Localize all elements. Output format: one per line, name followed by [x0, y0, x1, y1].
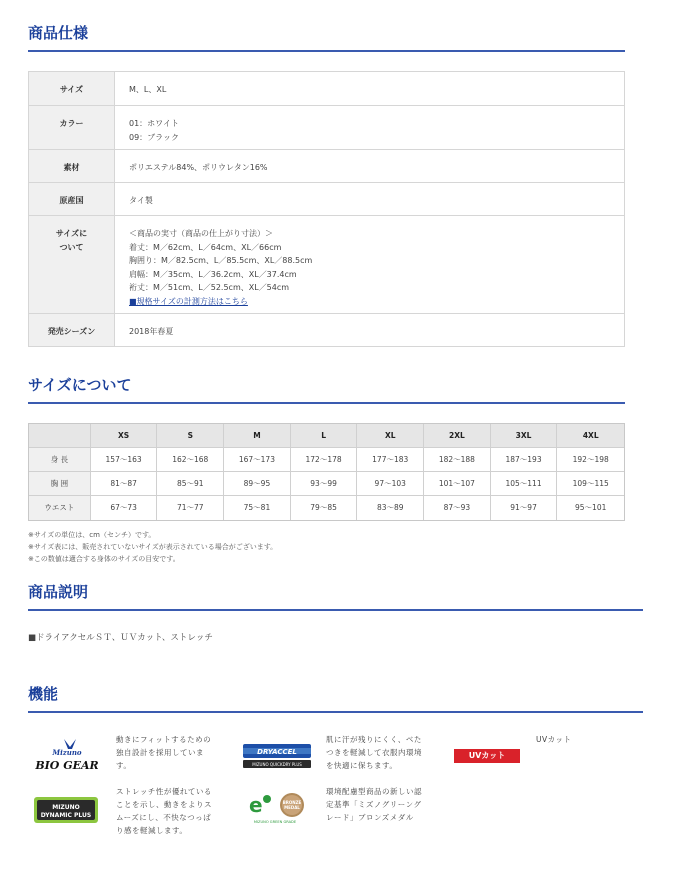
size-title-rule: [28, 402, 625, 404]
uvcut-badge: UVカット: [454, 749, 520, 763]
size-cell: 109〜115: [557, 472, 624, 496]
func-title-rule: [28, 711, 643, 713]
spec-key: 発売シーズン: [29, 314, 115, 346]
size-row-label: 身 長: [29, 448, 91, 472]
size-notes: ※サイズの単位は、cm（センチ）です。 ※サイズ表には、販売されていないサイズが表示されている場合がございます。 ※この数値は適合する身体のサイズの目安です。: [28, 531, 278, 563]
desc-title: 商品説明: [28, 583, 89, 601]
size-header: L: [291, 424, 358, 448]
desc-title-rule: [28, 609, 643, 611]
size-cell: 93〜99: [291, 472, 358, 496]
spec-key: サイズ: [29, 72, 115, 105]
dryaccel-logo: [243, 744, 311, 770]
size-title: サイズについて: [28, 376, 132, 394]
size-cell: 97〜103: [357, 472, 424, 496]
size-cell: 95〜101: [575, 503, 607, 512]
size-row: [29, 496, 624, 520]
spec-title: 商品仕様: [28, 24, 89, 42]
size-measure-link[interactable]: ■規格サイズの計測方法はこちら: [129, 296, 248, 306]
size-cell: 172〜178: [291, 448, 358, 472]
size-cell: 192〜198: [557, 448, 624, 472]
svg-text:BRONZE: BRONZE: [282, 800, 302, 805]
size-row: [29, 448, 624, 472]
spec-table: [28, 71, 625, 347]
spec-value: タイ製: [129, 196, 153, 205]
spec-key: カラー: [29, 106, 115, 149]
spec-row: [29, 314, 624, 346]
spec-row: [29, 106, 624, 150]
svg-text:MIZUNO GREEN GRADE: MIZUNO GREEN GRADE: [253, 820, 297, 824]
dynamic-plus-logo: [34, 797, 98, 823]
spec-title-rule: [28, 50, 625, 52]
green-grade-description: 環境配慮型商品の新しい認 定基準「ミズノグリーング レード」ブロンズメダル: [326, 787, 422, 822]
dynamic-plus-description: ストレッチ性が優れている ことを示し、動きをよりス ムーズにし、不快なつっぱ り感を軽減します。: [116, 787, 212, 835]
spec-value: 2018年春夏: [129, 327, 174, 336]
svg-text:MIZUNO QUICKDRY PLUS: MIZUNO QUICKDRY PLUS: [252, 762, 302, 767]
size-cell: 67〜73: [91, 496, 158, 520]
spec-key: 素材: [29, 150, 115, 182]
spec-row: [29, 72, 624, 106]
uvcut-description: UVカット: [536, 735, 572, 744]
svg-text:BIO GEAR: BIO GEAR: [35, 759, 99, 772]
size-cell: 162〜168: [157, 448, 224, 472]
size-cell: 87〜93: [424, 496, 491, 520]
green-grade-logo: [245, 790, 307, 826]
spec-value: M、L、XL: [129, 85, 167, 94]
size-header: XL: [357, 424, 424, 448]
size-header: 4XL: [557, 424, 624, 448]
size-row: [29, 472, 624, 496]
spec-value: 01：ホワイト 09：ブラック: [129, 119, 180, 142]
size-cell: 182〜188: [424, 448, 491, 472]
size-header: S: [157, 424, 224, 448]
size-row-label: ウエスト: [29, 496, 91, 520]
size-header-corner: [29, 424, 91, 448]
size-table: [28, 423, 625, 521]
biogear-logo: [28, 735, 106, 775]
spec-key: サイズに ついて: [29, 216, 115, 313]
spec-value: ＜商品の実寸（商品の仕上がり寸法）＞ 着丈：M／62cm、L／64cm、XL／66cm 胸囲り：M／82.5cm、L／85.5cm、XL／88.5cm 肩幅：M／35cm、L／36.2cm、XL／37.4cm 裄丈：M／51cm、L／52.5cm、XL／54cm ■規格サイズの計測方法はこちら: [129, 229, 313, 306]
size-cell: 83〜89: [357, 496, 424, 520]
size-header: 2XL: [424, 424, 491, 448]
size-header: XS: [91, 424, 158, 448]
size-header-row: [29, 424, 624, 448]
size-cell: 85〜91: [157, 472, 224, 496]
svg-text:MIZUNO: MIZUNO: [52, 804, 80, 811]
size-header: M: [224, 424, 291, 448]
svg-text:DRYACCEL: DRYACCEL: [257, 748, 297, 756]
size-cell: 71〜77: [157, 496, 224, 520]
size-cell: 89〜95: [224, 472, 291, 496]
size-header: 3XL: [491, 424, 558, 448]
size-cell: 79〜85: [291, 496, 358, 520]
product-description: ■ドライアクセルＳＴ、ＵＶカット、ストレッチ: [28, 633, 213, 643]
spec-row: [29, 183, 624, 216]
size-cell: 177〜183: [357, 448, 424, 472]
func-title: 機能: [28, 685, 59, 703]
dryaccel-description: 肌に汗が残りにくく、べた つきを軽減して衣服内環境 を快適に保ちます。: [326, 735, 422, 770]
size-cell: 75〜81: [224, 496, 291, 520]
svg-text:Mizuno: Mizuno: [52, 748, 82, 757]
size-cell: 91〜97: [491, 496, 558, 520]
size-cell: 157〜163: [91, 448, 158, 472]
svg-text:DYNAMIC PLUS: DYNAMIC PLUS: [40, 812, 92, 819]
spec-row: [29, 216, 624, 314]
svg-text:MEDAL: MEDAL: [284, 805, 300, 810]
size-cell: 101〜107: [424, 472, 491, 496]
size-row-label: 胸 囲: [29, 472, 91, 496]
spec-value: ポリエステル84%、ポリウレタン16%: [129, 163, 268, 172]
biogear-description: 動きにフィットするための 独自設計を採用していま す。: [116, 735, 212, 770]
size-cell: 105〜111: [491, 472, 558, 496]
size-cell: 187〜193: [491, 448, 558, 472]
size-cell: 167〜173: [224, 448, 291, 472]
spec-key: 原産国: [29, 183, 115, 215]
size-cell: 81〜87: [91, 472, 158, 496]
leaf-e-icon: e: [249, 793, 263, 817]
spec-row: [29, 150, 624, 183]
